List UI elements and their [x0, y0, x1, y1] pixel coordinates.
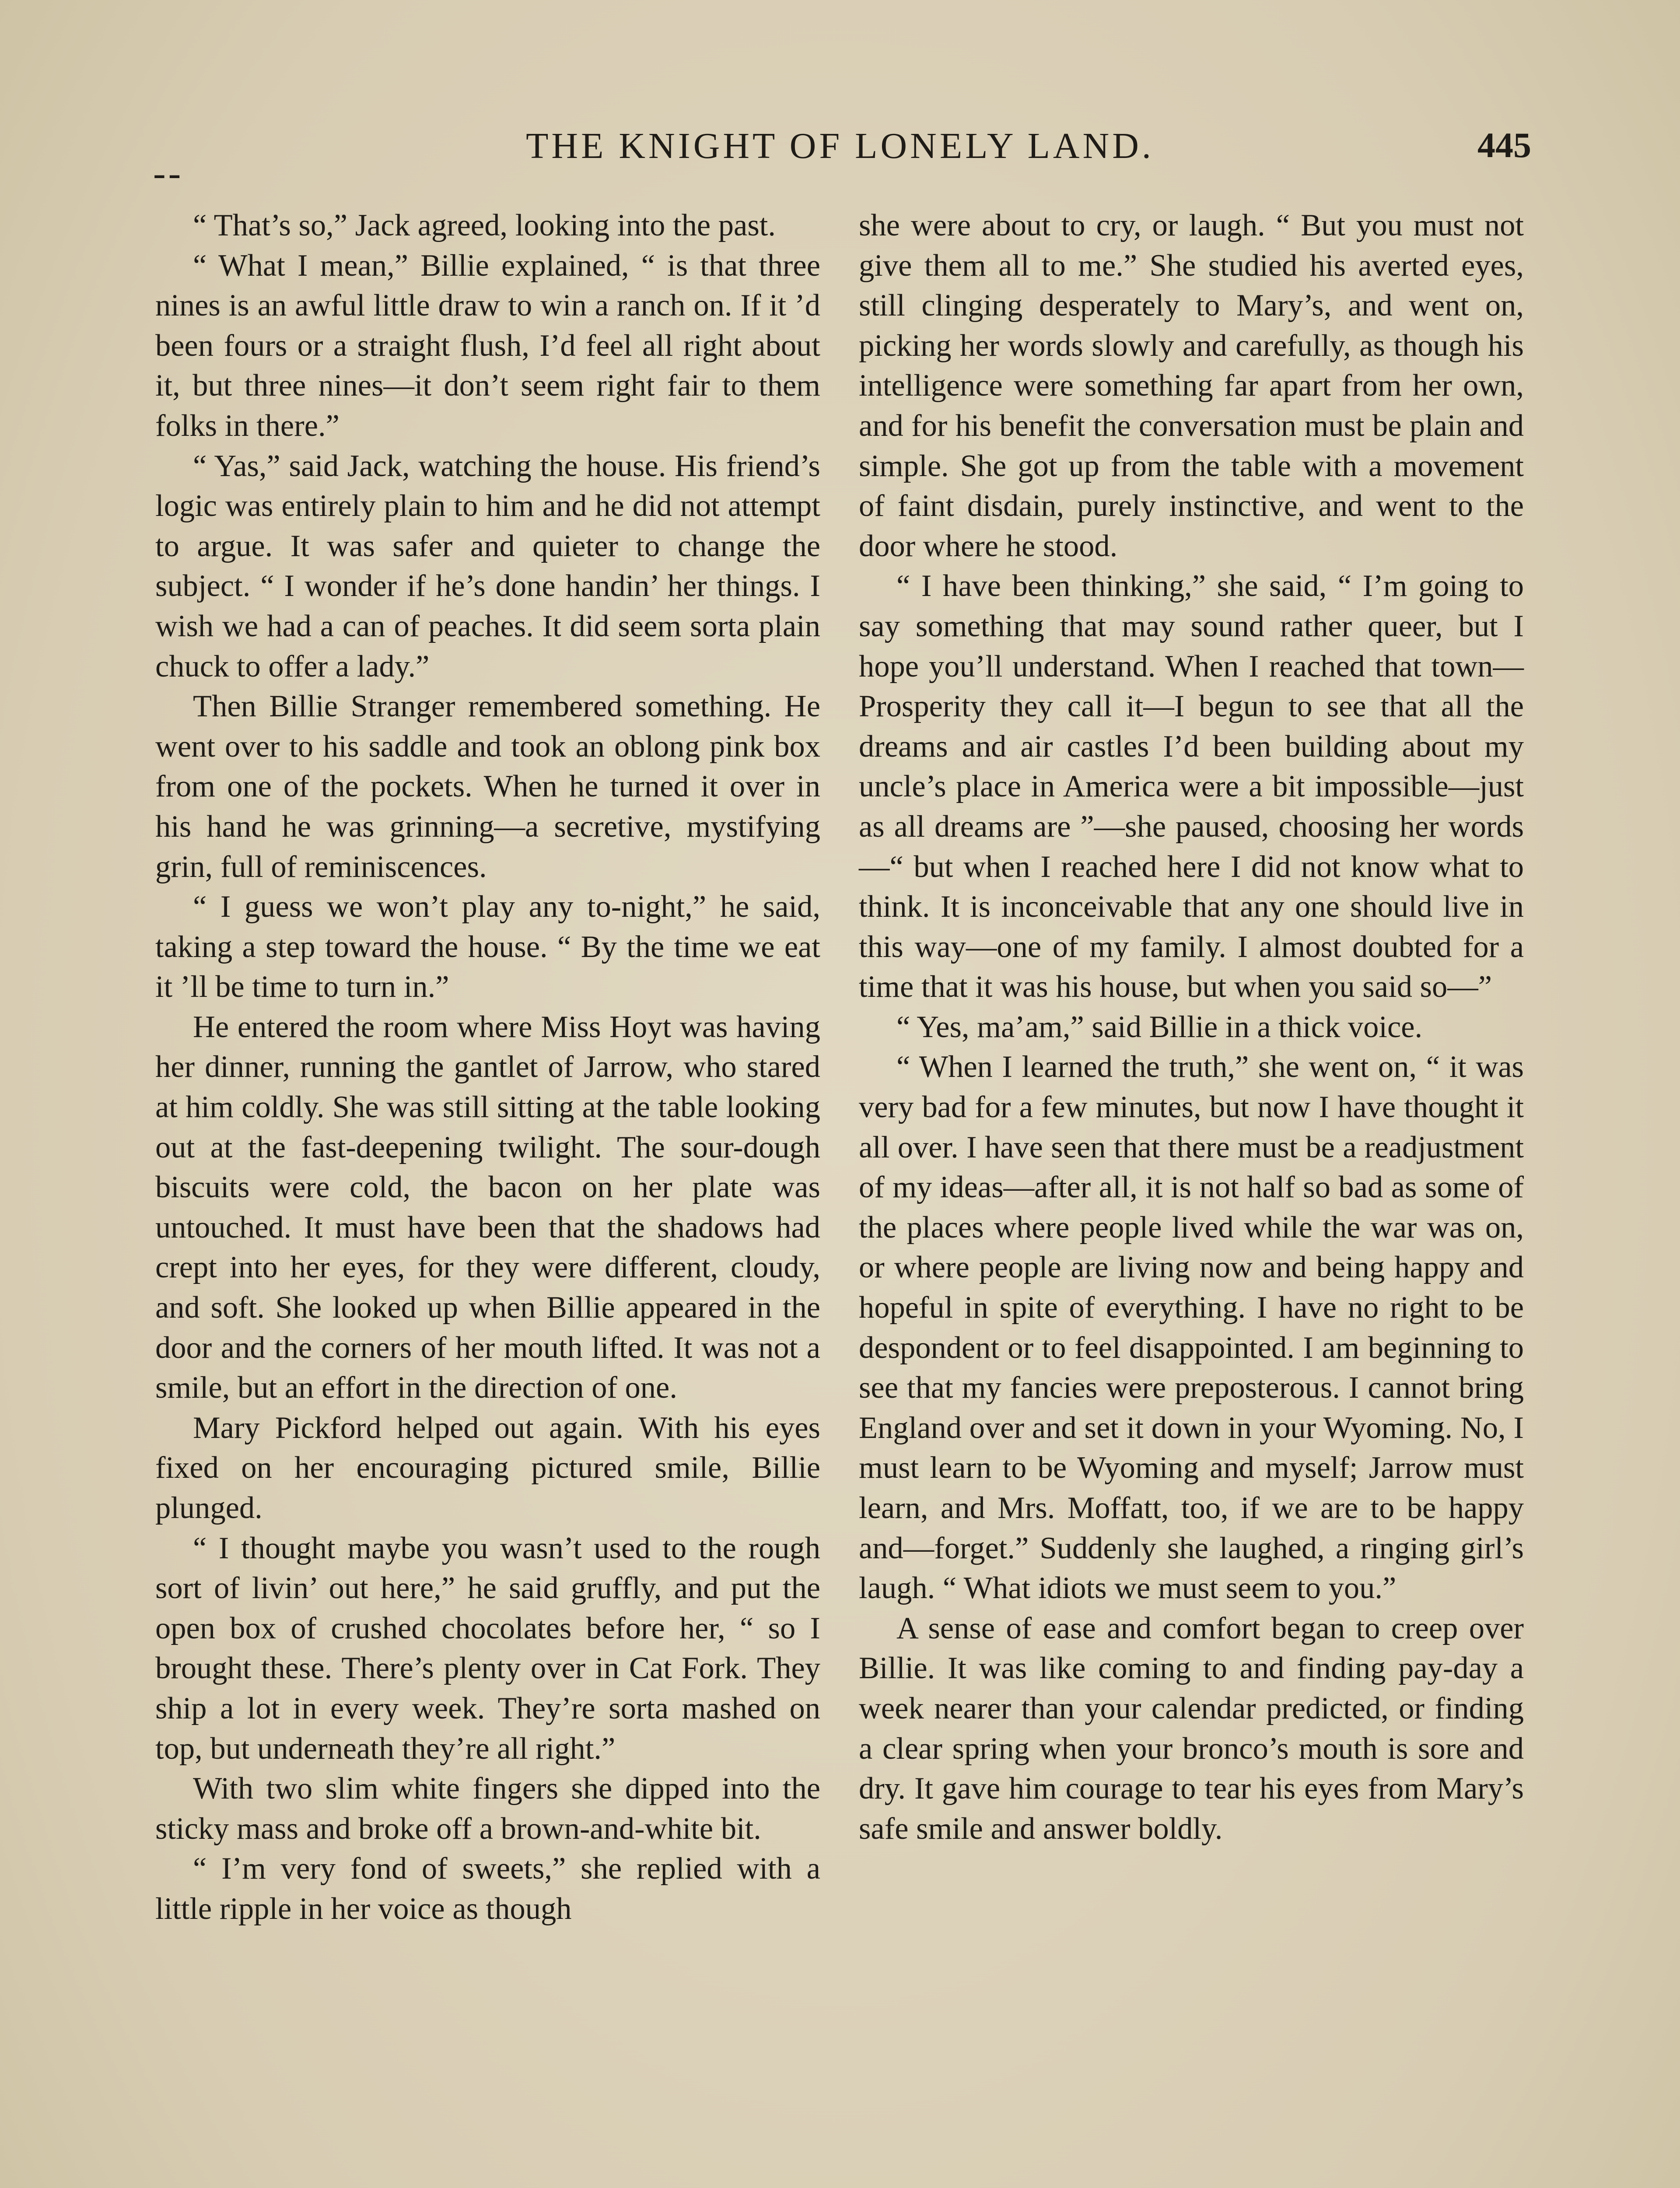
right-column — [859, 206, 1524, 1849]
page-header — [149, 125, 1531, 194]
page-number: 445 — [1477, 125, 1531, 165]
paragraph: A sense of ease and comfort began to creep over Billie. It was like coming to and finding pay-day a week nearer than your calendar predicted, or finding a clear spring when your bronco’s mouth is sore and dry. It gave him courage to tear his eyes from Mary’s safe smile and answer boldly. — [859, 1611, 1524, 1846]
paragraph: Then Billie Stranger remembered something. He went over to his saddle and took an oblong pink box from one of the pockets. When he turned it over in his hand he was grinning—a secretive, mystifying grin, full of reminiscences. — [155, 689, 820, 884]
left-column — [155, 206, 820, 1929]
paragraph: “ That’s so,” Jack agreed, looking into the past. — [193, 208, 776, 242]
paragraph: He entered the room where Miss Hoyt was having her dinner, running the gantlet of Jarrow, who stared at him coldly. She was still sitting at the table looking out at the fast-deepening twilight. The sour-dough biscuits were cold, the bacon on her plate was untouched. It must have been that the shadows had crept into her eyes, for they were different, cloudy, and soft. She looked up when Billie appeared in the door and the corners of her mouth lifted. It was not a smile, but an effort in the direction of one. — [155, 1010, 820, 1405]
paragraph: Mary Pickford helped out again. With his eyes fixed on her encouraging pictured smile, Billie plunged. — [155, 1410, 820, 1525]
paragraph: “ What I mean,” Billie explained, “ is that three nines is an awful little draw to win a ranch on. If it ’d been fours or a straight flush, I’d feel all right about it, but three nines—it don’t seem right fair to them folks in there.” — [155, 248, 820, 443]
paragraph: “ When I learned the truth,” she went on, “ it was very bad for a few minutes, but now I have thought it all over. I have seen that there must be a readjustment of my ideas—after all, it is not half so bad as some of the places where people lived while the war was on, or where people are living now and being happy and hopeful in spite of everything. I have no right to be despondent or to feel disappointed. I am beginning to see that my fancies were preposterous. I cannot bring England over and set it down in your Wyoming. No, I must learn to be Wyoming and myself; Jarrow must learn, and Mrs. Moffatt, too, if we are to be happy and—forget.” Suddenly she laughed, a ringing girl’s laugh. “ What idiots we must seem to you.” — [859, 1050, 1524, 1606]
paragraph: “ I thought maybe you wasn’t used to the rough sort of livin’ out here,” he said gruffly, and put the open box of crushed chocolates before her, “ so I brought these. There’s plenty over in Cat Fork. They ship a lot in every week. They’re sorta mashed on top, but underneath they’re all right.” — [155, 1531, 820, 1766]
header-dash: -- — [153, 152, 184, 194]
paragraph: With two slim white fingers she dipped into the sticky mass and broke off a brown-and-white bit. — [155, 1771, 820, 1846]
paragraph: “ I have been thinking,” she said, “ I’m going to say something that may sound rather queer, but I hope you’ll understand. When I reached that town—Prosperity they call it—I begun to see that all the dreams and air castles I’d been building about my uncle’s place in America were a bit impossible—just as all dreams are ”—she paused, choosing her words—“ but when I reached here I did not know what to think. It is inconceivable that any one should live in this way—one of my family. I almost doubted for a time that it was his house, but when you said so—” — [859, 569, 1524, 1004]
paragraph: “ I guess we won’t play any to-night,” he said, taking a step toward the house. “ By the time we eat it ’ll be time to turn in.” — [155, 890, 820, 1004]
running-title: THE KNIGHT OF LONELY LAND. — [526, 126, 1154, 166]
paragraph: “ Yas,” said Jack, watching the house. His friend’s logic was entirely plain to him and he did not attempt to argue. It was safer and quieter to change the subject. “ I wonder if he’s done handin’ her things. I wish we had a can of peaches. It did seem sorta plain chuck to offer a lady.” — [155, 449, 820, 684]
paragraph: “ Yes, ma’am,” said Billie in a thick voice. — [896, 1010, 1423, 1044]
paragraph: “ I’m very fond of sweets,” she replied with a little ripple in her voice as though — [155, 1851, 820, 1926]
paragraph-continued: she were about to cry, or laugh. “ But you must not give them all to me.” She studied his averted eyes, still clinging desperately to Mary’s, and went on, picking her words slowly and carefully, as though his intelligence were something far apart from her own, and for his benefit the conversation must be plain and simple. She got up from the table with a movement of faint disdain, purely instinctive, and went to the door where he stood. — [859, 208, 1524, 563]
